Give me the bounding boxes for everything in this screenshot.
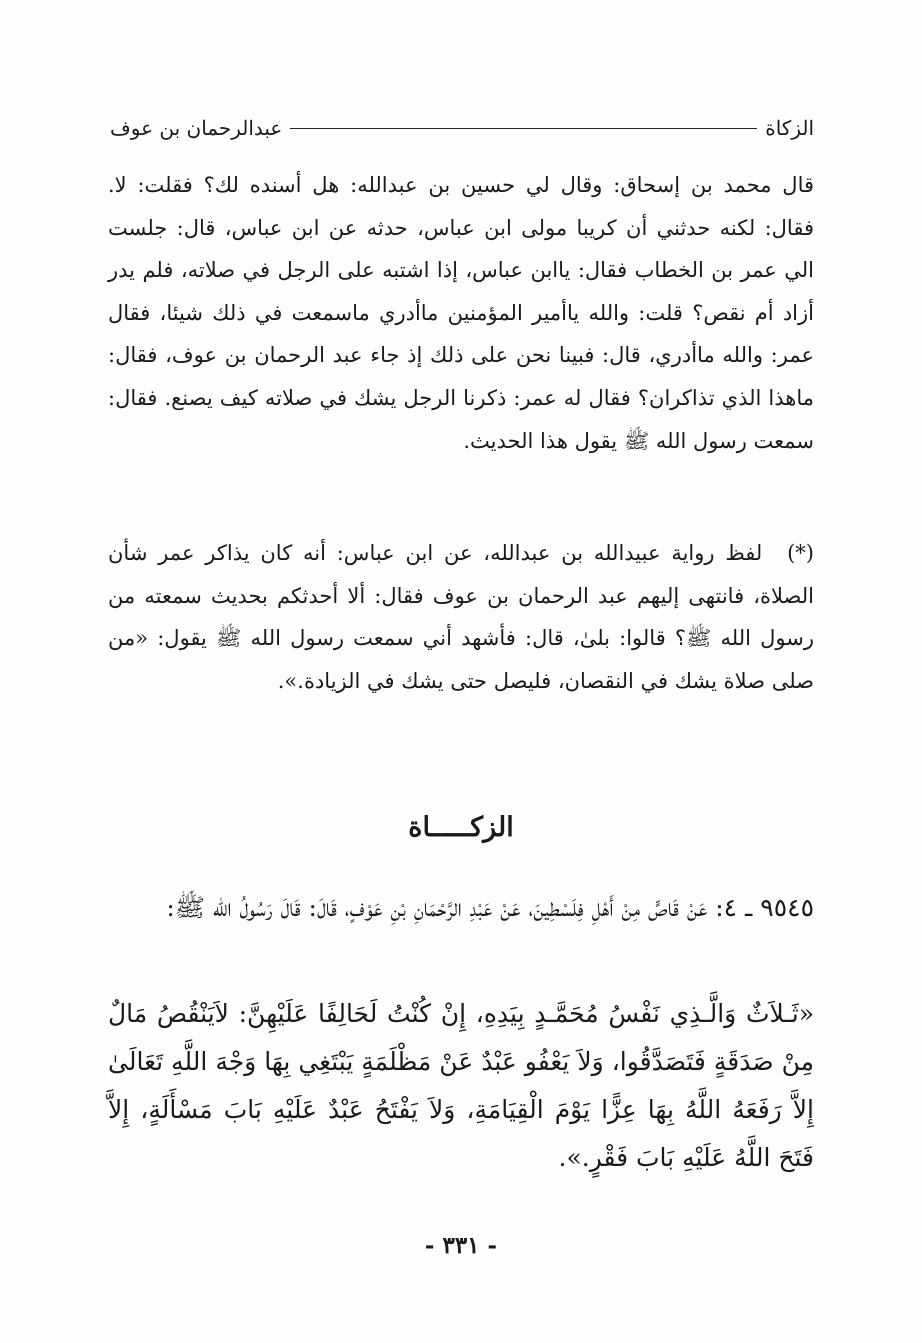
footnote-paragraph: [108, 532, 814, 702]
section-title: الزكـــــاة: [408, 812, 514, 843]
page-number: - ٣٣١ -: [424, 1232, 498, 1259]
header-subject-title: عبدالرحمان بن عوف: [110, 116, 283, 140]
hadith-matn: «ثَـلاَثٌ وَالَّـذِي نَفْسُ مُحَمَّـدٍ بِيَدِهِ، إِنْ كُنْتُ لَحَالِفًا عَلَيْهِنَّ: لاَيَنْقُصُ مَالٌ مِنْ صَدَقَةٍ فَتَصَدَّقُوا، وَلاَ يَعْفُو عَبْدٌ عَنْ مَظْلَمَةٍ يَبْتَغِي بِهَا وَجْهَ اللَّهِ تَعَالَىٰ إِلاَّ رَفَعَهُ اللَّهُ بِهَا عِزًّا يَوْمَ الْقِيَامَةِ، وَلاَ يَفْتَحُ عَبْدٌ عَلَيْهِ بَابَ مَسْأَلَةٍ، إِلاَّ فَتَحَ اللَّهُ عَلَيْهِ بَابَ فَقْرٍ.».: [108, 999, 814, 1172]
body-paragraph: قال محمد بن إسحاق: وقال لي حسين بن عبدالله: هل أسنده لك؟ فقلت: لا. فقال: لكنه حدثني أن كريبا مولى ابن عباس، حدثه عن ابن عباس، قال: جلست الي عمر بن الخطاب فقال: ياابن عباس، إذا اشتبه على الرجل في صلاته، فلم يدر أزاد أم نقص؟ قلت: والله ياأمير المؤمنين ماأدري ماسمعت في ذلك شيئا، فقال عمر: والله ماأدري، قال: فبينا نحن على ذلك إذ جاء عبد الرحمان بن عوف، فقال: ماهذا الذي تذاكران؟ فقال له عمر: ذكرنا الرجل يشك في صلاته كيف يصنع. فقال: سمعت رسول الله ﷺ يقول هذا الحديث.: [108, 173, 814, 453]
footnote-text: لفظ رواية عبيدالله بن عبدالله، عن ابن عباس: أنه كان يذاكر عمر شأن الصلاة، فانتهى إليهم عبد الرحمان بن عوف فقال: ألا أحدثكم بحديث سمعته من رسول الله ﷺ؟ قالوا: بلىٰ، قال: فأشهد أني سمعت رسول الله ﷺ يقول: «من صلى صلاة يشك في النقصان، فليصل حتى يشك في الزيادة.».: [108, 541, 814, 693]
hadith-isnad: ٩٥٤٥ ـ ٤: عَنْ قَاصٍّ مِنْ أَهْلِ فِلَسْطِينَ، عَنْ عَبْدِ الرَّحْمَانِ بْنِ عَوْفٍ، قَالَ: قَالَ رَسُولُ الله ﷺ:: [166, 893, 814, 922]
header-chapter-title: الزكاة: [765, 116, 814, 140]
footnote-marker: (*): [787, 541, 814, 565]
running-header: [110, 108, 814, 148]
header-rule: [290, 128, 757, 129]
